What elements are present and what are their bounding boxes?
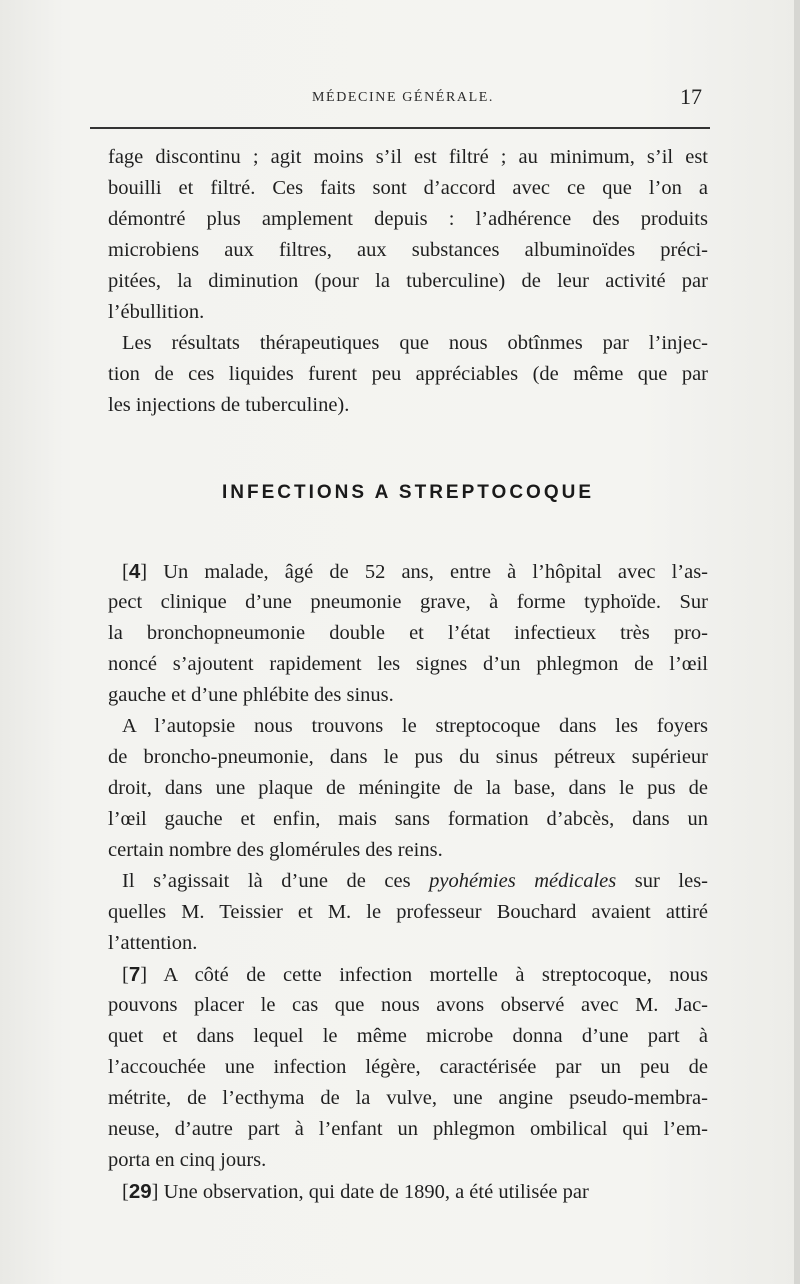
text-line: [29] Une observation, qui date de 1890, a été utilisée par	[122, 1180, 589, 1203]
reference-number: 29	[128, 1180, 152, 1203]
text-line: la bronchopneumonie double et l’état infectieux très pro-	[108, 622, 708, 644]
text-line: neuse, d’autre part à l’enfant un phlegmon ombilical qui l’em-	[108, 1118, 708, 1140]
text-line: Les résultats thérapeutiques que nous obtînmes par l’injec-	[122, 332, 708, 354]
text-line: pitées, la diminution (pour la tuberculine) de leur activité par	[108, 270, 708, 292]
text-line: l’ébullition.	[108, 301, 205, 323]
section-heading: INFECTIONS A STREPTOCOQUE	[222, 482, 594, 503]
text-span: Une observation, qui date de 1890, a été utilisée par	[163, 1181, 589, 1203]
text-line: l’accouchée une infection légère, caractérisée par un peu de	[108, 1056, 708, 1078]
text-block-main	[108, 556, 708, 1207]
reference-number: 4	[128, 560, 141, 583]
page-header	[90, 84, 710, 112]
emphasis-text: pyohémies médicales	[429, 870, 617, 892]
text-line: gauche et d’une phlébite des sinus.	[108, 684, 394, 706]
text-line: microbiens aux filtres, aux substances albuminoïdes préci-	[108, 239, 708, 261]
text-span: A côté de cette infection mortelle à streptocoque, nous	[163, 964, 708, 986]
text-span: Il s’agissait là d’une de ces	[122, 870, 430, 892]
text-span: Un malade, âgé de 52 ans, entre à l’hôpital avec l’as-	[163, 561, 708, 583]
text-line: de broncho-pneumonie, dans le pus du sinus pétreux supérieur	[108, 746, 708, 768]
text-line	[108, 866, 708, 897]
text-line: bouilli et filtré. Ces faits sont d’accord avec ce que l’on a	[108, 177, 708, 199]
text-line: droit, dans une plaque de méningite de la base, dans le pus de	[108, 777, 708, 799]
text-line: A l’autopsie nous trouvons le streptocoque dans les foyers	[122, 715, 708, 737]
running-head: MÉDECINE GÉNÉRALE.	[312, 90, 495, 105]
text-line: [4] Un malade, âgé de 52 ans, entre à l’hôpital avec l’as-	[122, 560, 708, 583]
text-line: certain nombre des glomérules des reins.	[108, 839, 443, 861]
text-block-top	[108, 142, 708, 421]
text-line: porta en cinq jours.	[108, 1149, 267, 1171]
text-line: pect clinique d’une pneumonie grave, à forme typhoïde. Sur	[108, 591, 708, 613]
page-number: 17	[680, 84, 702, 109]
text-line: les injections de tuberculine).	[108, 394, 350, 416]
text-line: l’œil gauche et enfin, mais sans formation d’abcès, dans un	[108, 808, 708, 830]
reference-number: 7	[128, 963, 141, 986]
text-line: quelles M. Teissier et M. le professeur Bouchard avaient attiré	[108, 901, 708, 923]
text-line: métrite, de l’ecthyma de la vulve, une angine pseudo-membra-	[108, 1087, 708, 1109]
text-line: démontré plus amplement depuis : l’adhérence des produits	[108, 208, 708, 230]
text-line: pouvons placer le cas que nous avons observé avec M. Jac-	[108, 994, 708, 1016]
text-span: sur les-	[616, 870, 709, 892]
header-rule	[90, 127, 710, 129]
text-line: fage discontinu ; agit moins s’il est filtré ; au minimum, s’il est	[108, 146, 708, 168]
text-line: [7] A côté de cette infection mortelle à streptocoque, nous	[122, 963, 708, 986]
text-line: noncé s’ajoutent rapidement les signes d’un phlegmon de l’œil	[108, 653, 708, 675]
text-line: l’attention.	[108, 932, 198, 954]
page-edge-shadow	[794, 0, 800, 1284]
text-line: tion de ces liquides furent peu appréciables (de même que par	[108, 363, 708, 385]
text-line: quet et dans lequel le même microbe donna d’une part à	[108, 1025, 708, 1047]
